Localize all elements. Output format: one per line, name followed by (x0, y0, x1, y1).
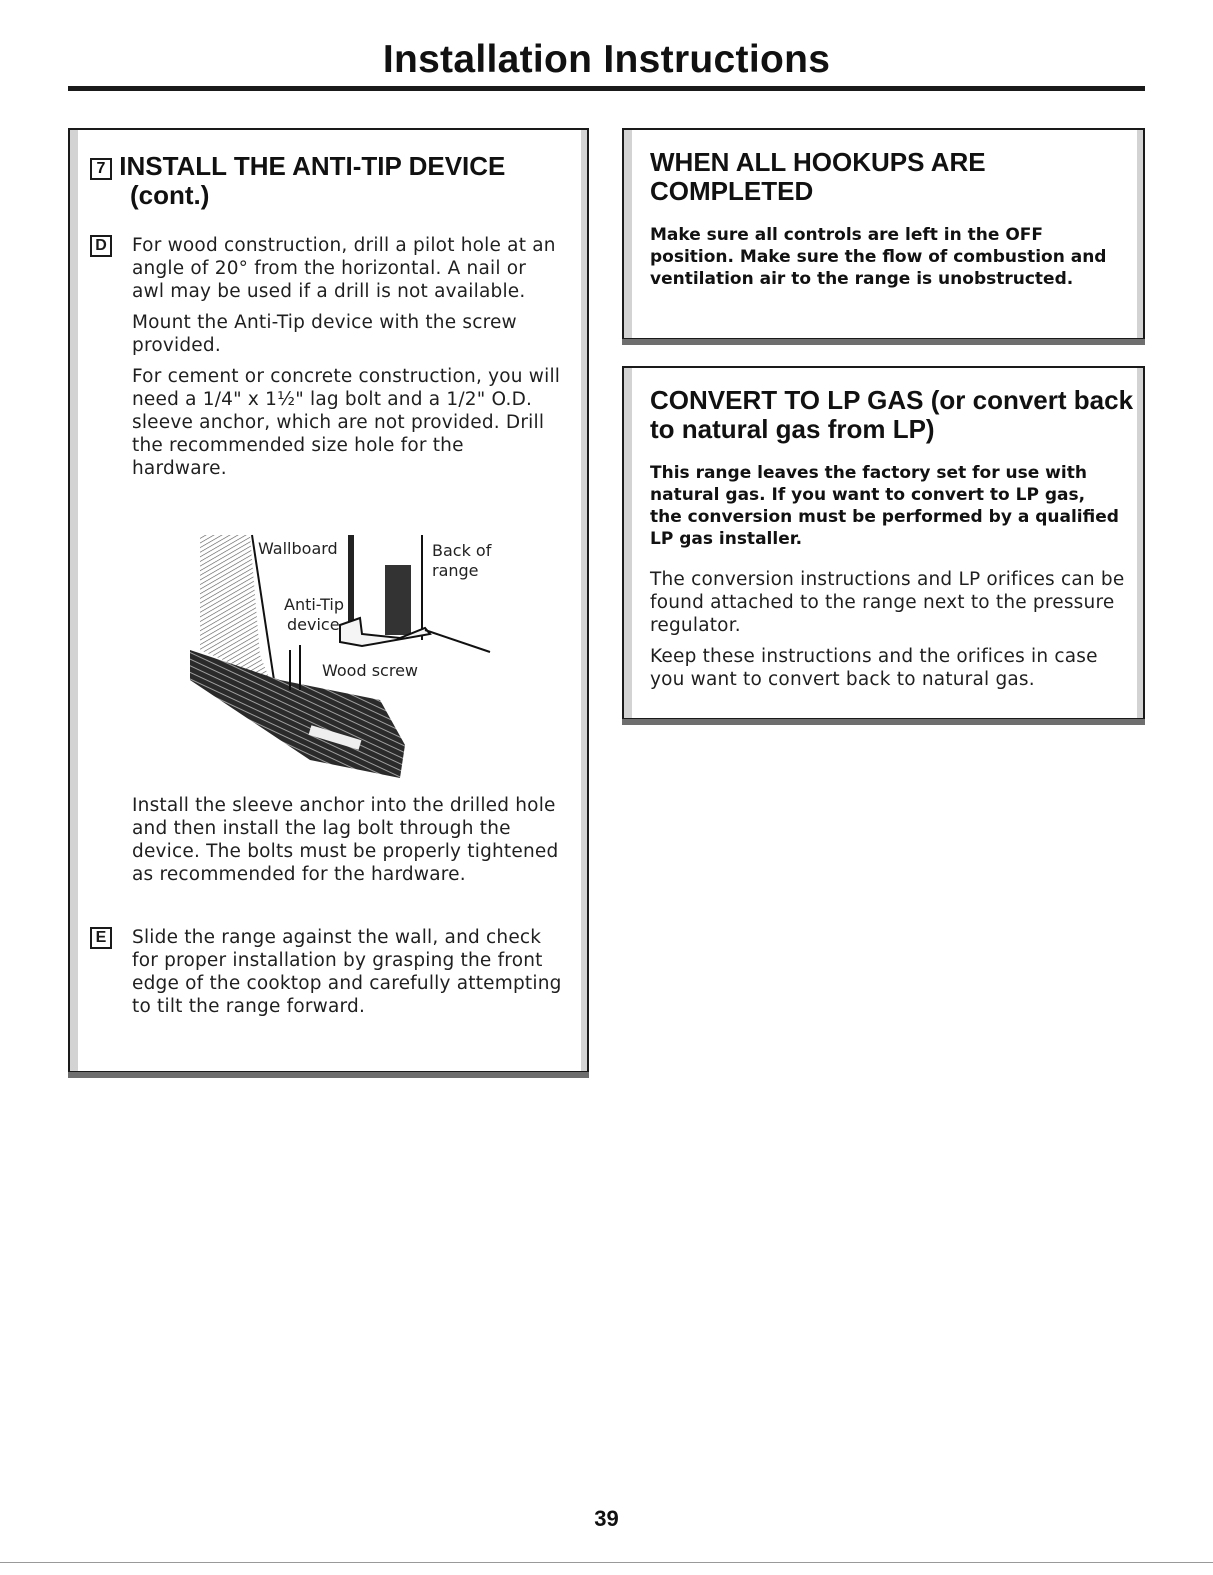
panel-shade (624, 368, 632, 718)
panel-shade (624, 130, 632, 338)
label-wallboard: Wallboard (258, 539, 338, 558)
step-d-paragraph: For cement or concrete construction, you will need a 1/4" x 1½" lag bolt and a 1/2" O.D. sleeve anchor, which are not provided. Drill the recommended size hole for the hardware. (132, 366, 561, 479)
label-anti-tip-1: Anti-Tip (284, 595, 344, 614)
step-d-paragraph: For wood construction, drill a pilot hole at an angle of 20° from the horizontal. A nail or awl may be used if a drill is not available. (132, 235, 556, 302)
hookups-heading-line1: WHEN ALL HOOKUPS ARE (650, 147, 986, 177)
label-anti-tip-2: device (287, 615, 340, 634)
step-d-box: D (90, 235, 112, 257)
anti-tip-heading (90, 152, 505, 210)
lp-gas-bold-text: This range leaves the factory set for use with natural gas. If you want to convert to LP gas, the conversion must be performed by a qualified LP gas installer. (650, 463, 1119, 549)
label-back-of-range-1: Back of (432, 541, 492, 560)
panel-shade (70, 130, 78, 1071)
label-wood-screw: Wood screw (322, 661, 418, 680)
step-d-text (132, 234, 562, 488)
panel-shade (1137, 130, 1143, 338)
step-number-box: 7 (90, 158, 112, 180)
lp-gas-panel (622, 366, 1145, 720)
step-e-box: E (90, 927, 112, 949)
hookups-text: Make sure all controls are left in the OFF position. Make sure the flow of combustion and ventilation air to the range is unobstructed. (650, 225, 1107, 289)
step-e-text: Slide the range against the wall, and check for proper installation by grasping the front edge of the cooktop and carefully attempting to tilt the range forward. (132, 927, 562, 1017)
step-d-paragraph: Mount the Anti-Tip device with the screw provided. (132, 312, 517, 356)
lp-gas-heading-line1: CONVERT TO LP GAS (or convert back (650, 385, 1134, 415)
bottom-rule (0, 1562, 1213, 1563)
page-title: Installation Instructions (382, 38, 831, 81)
lp-gas-heading-line2: to natural gas from LP) (650, 414, 935, 444)
panel-shade (1137, 368, 1143, 718)
page-number: 39 (594, 1506, 619, 1531)
hookups-heading-line2: COMPLETED (650, 176, 814, 206)
title-rule (68, 86, 1145, 91)
hookups-panel (622, 128, 1145, 340)
floor-line (425, 630, 490, 652)
panel-shade (581, 130, 587, 1071)
anti-tip-heading-line1: INSTALL THE ANTI-TIP DEVICE (119, 151, 506, 181)
lp-gas-heading (650, 386, 1133, 444)
lp-gas-paragraph: The conversion instructions and LP orifices can be found attached to the range next to the pressure regulator. (650, 569, 1125, 636)
sleeve-anchor-text: Install the sleeve anchor into the drilled hole and then install the lag bolt through the device. The bolts must be properly tightened as recommended for the hardware. (132, 795, 559, 885)
anti-tip-heading-line2: (cont.) (130, 180, 210, 210)
lp-gas-paragraph: Keep these instructions and the orifices in case you want to convert back to natural gas. (650, 646, 1098, 690)
label-back-of-range-2: range (432, 561, 479, 580)
range-back-panel (385, 565, 411, 635)
hookups-heading (650, 148, 986, 206)
lp-gas-body (650, 568, 1130, 699)
anti-tip-diagram (190, 530, 530, 780)
